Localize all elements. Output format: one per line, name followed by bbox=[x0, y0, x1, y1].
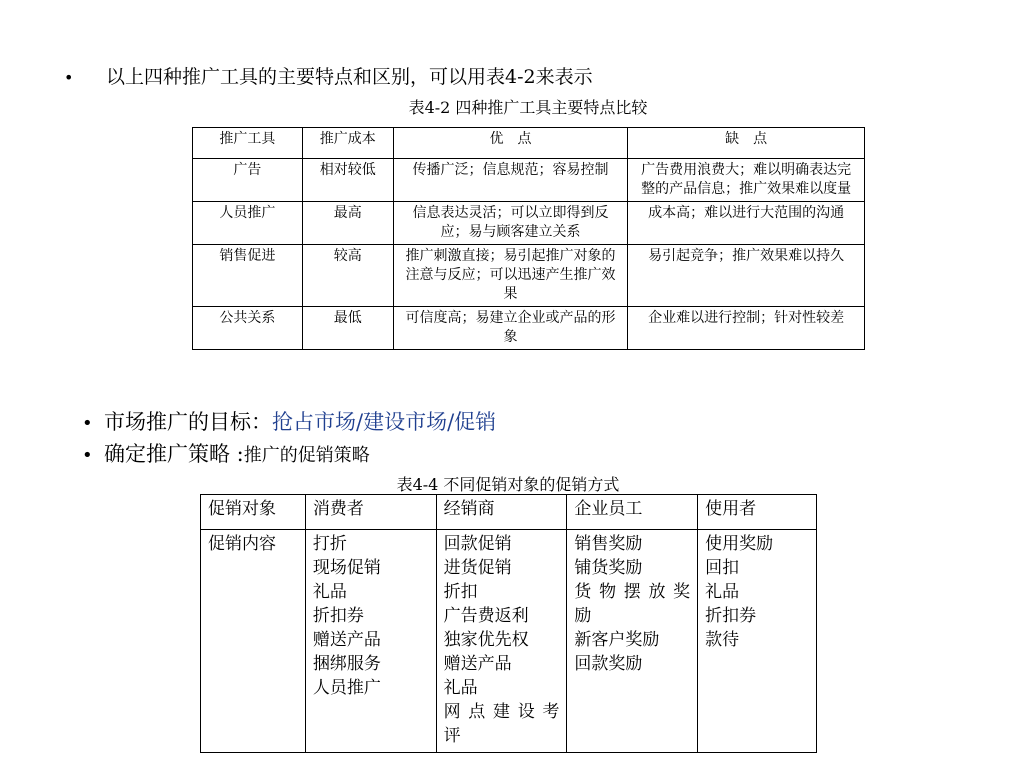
bullet-dot: • bbox=[82, 445, 93, 466]
list-item: 现场促销 bbox=[312, 558, 381, 578]
table-cell: 较高 bbox=[302, 245, 393, 307]
list-item: 广告费返利 bbox=[443, 606, 529, 626]
table-cell: 成本高；难以进行大范围的沟通 bbox=[628, 202, 865, 245]
list-item: 回款促销 bbox=[443, 534, 512, 554]
header-cell: 缺 点 bbox=[628, 128, 865, 159]
list-item: 新客户奖励 bbox=[574, 630, 660, 650]
goal-label: 市场推广的目标： bbox=[104, 410, 272, 434]
table-cell: 最低 bbox=[302, 307, 393, 350]
list-item: 款待 bbox=[705, 630, 740, 650]
table-cell: 广告费用浪费大；难以明确表达完整的产品信息；推广效果难以度量 bbox=[628, 159, 865, 202]
header-cell: 推广成本 bbox=[302, 128, 393, 159]
table-cell: 可信度高；易建立企业或产品的形象 bbox=[393, 307, 628, 350]
strategy-bullet bbox=[82, 438, 370, 468]
list-item: 进货促销 bbox=[443, 558, 512, 578]
list-item: 评 bbox=[443, 726, 461, 746]
list-item: 打折 bbox=[312, 534, 347, 554]
header-cell: 企业员工 bbox=[567, 495, 698, 530]
table-cell: 信息表达灵活；可以立即得到反应；易与顾客建立关系 bbox=[393, 202, 628, 245]
table-row bbox=[193, 307, 865, 350]
table-cell: 销售促进 bbox=[193, 245, 303, 307]
table-row bbox=[193, 202, 865, 245]
strategy-value: 推广的促销策略 bbox=[243, 445, 370, 466]
list-item: 礼品 bbox=[443, 678, 478, 698]
list-item: 回款奖励 bbox=[574, 654, 643, 674]
list-item: 赠送产品 bbox=[443, 654, 512, 674]
header-cell: 经销商 bbox=[436, 495, 567, 530]
table1-caption: 表4-2 四种推广工具主要特点比较 bbox=[408, 98, 648, 117]
list-item: 回扣 bbox=[705, 558, 740, 578]
header-cell: 消费者 bbox=[305, 495, 436, 530]
table-header-row bbox=[201, 495, 817, 530]
promotion-methods-table bbox=[200, 494, 817, 753]
bullet-dot: • bbox=[64, 68, 74, 87]
list-item: 捆绑服务 bbox=[312, 654, 381, 674]
strategy-label: 确定推广策略 : bbox=[104, 442, 244, 466]
table-cell: 最高 bbox=[302, 202, 393, 245]
list-item: 人员推广 bbox=[312, 678, 381, 698]
table-cell: 人员推广 bbox=[193, 202, 303, 245]
table-cell: 传播广泛；信息规范；容易控制 bbox=[393, 159, 628, 202]
table-cell: 广告 bbox=[193, 159, 303, 202]
list-item: 折扣券 bbox=[705, 606, 757, 626]
list-item: 礼品 bbox=[705, 582, 740, 602]
goal-value: 抢占市场/建设市场/促销 bbox=[272, 410, 497, 434]
table-row bbox=[193, 159, 865, 202]
list-item: 赠送产品 bbox=[312, 630, 381, 650]
table-cell: 相对较低 bbox=[302, 159, 393, 202]
table-row bbox=[201, 530, 817, 753]
list-item: 销售奖励 bbox=[574, 534, 643, 554]
table2-caption: 表4-4 不同促销对象的促销方式 bbox=[396, 475, 620, 494]
table-cell: 企业难以进行控制；针对性较差 bbox=[628, 307, 865, 350]
list-item: 网点建设考 bbox=[443, 702, 560, 722]
goal-bullet bbox=[82, 406, 496, 436]
dealer-methods-cell bbox=[436, 530, 567, 753]
row-label-cell: 促销内容 bbox=[201, 530, 306, 753]
bullet-dot: • bbox=[82, 413, 93, 434]
list-item: 礼品 bbox=[312, 582, 347, 602]
comparison-table bbox=[192, 127, 865, 350]
header-cell: 使用者 bbox=[698, 495, 817, 530]
list-item: 货物摆放奖 bbox=[574, 582, 691, 602]
table-header-row bbox=[193, 128, 865, 159]
table-cell: 公共关系 bbox=[193, 307, 303, 350]
list-item: 励 bbox=[574, 606, 592, 626]
list-item: 折扣券 bbox=[312, 606, 364, 626]
table-cell: 易引起竞争；推广效果难以持久 bbox=[628, 245, 865, 307]
list-item: 折扣 bbox=[443, 582, 478, 602]
list-item: 使用奖励 bbox=[705, 534, 774, 554]
staff-methods-cell bbox=[567, 530, 698, 753]
intro-text: 以上四种推广工具的主要特点和区别，可以用表4-2来表示 bbox=[106, 66, 593, 88]
consumer-methods-cell bbox=[305, 530, 436, 753]
intro-bullet bbox=[64, 62, 593, 89]
header-cell: 推广工具 bbox=[193, 128, 303, 159]
header-cell: 促销对象 bbox=[201, 495, 306, 530]
table-cell: 推广刺激直接；易引起推广对象的注意与反应；可以迅速产生推广效果 bbox=[393, 245, 628, 307]
table-row bbox=[193, 245, 865, 307]
list-item: 铺货奖励 bbox=[574, 558, 643, 578]
user-methods-cell bbox=[698, 530, 817, 753]
list-item: 独家优先权 bbox=[443, 630, 529, 650]
header-cell: 优 点 bbox=[393, 128, 628, 159]
